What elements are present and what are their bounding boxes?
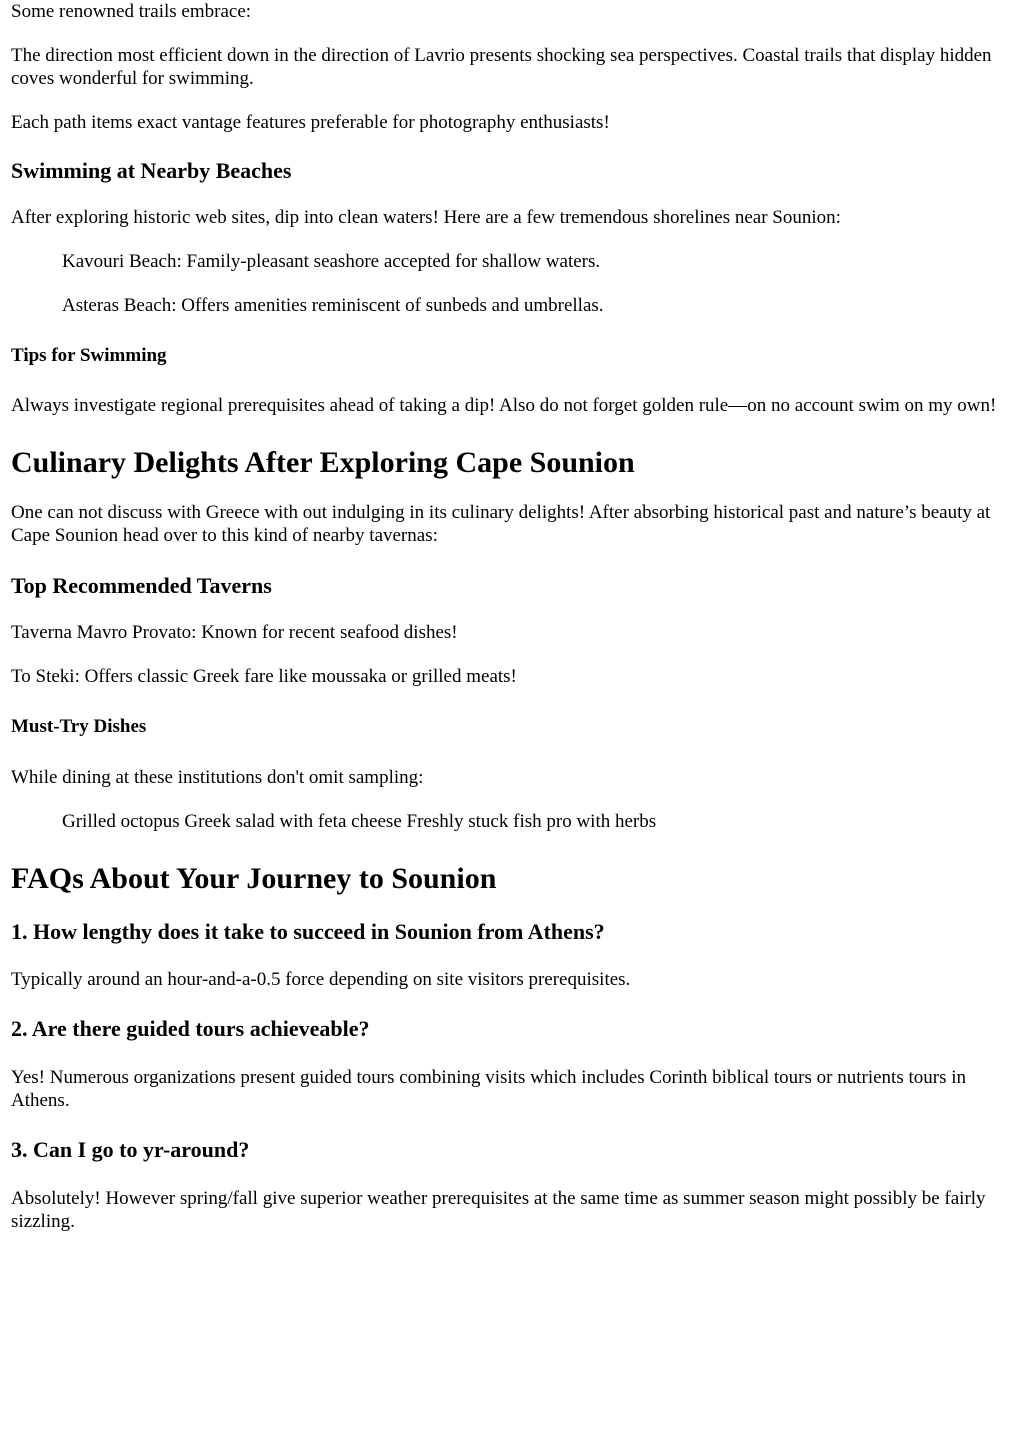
beach-item-asteras: Asteras Beach: Offers amenities reminiscent of sunbeds and umbrellas. (62, 295, 604, 316)
dishes-intro: While dining at these institutions don't omit sampling: (11, 767, 424, 788)
trails-intro: Some renowned trails embrace: (11, 1, 252, 22)
tips-text: Always investigate regional prerequisites ahead of taking a dip! Also do not forget golden rule—on no account swim on my own! (11, 395, 997, 416)
trails-item-vantage: Each path items exact vantage features preferable for photography enthusiasts! (11, 112, 610, 133)
faq-question-3: 3. Can I go to yr-around? (11, 1137, 250, 1162)
beaches-intro: After exploring historic web sites, dip into clean waters! Here are a few tremendous shorelines near Sounion: (11, 207, 841, 228)
culinary-intro: One can not discuss with Greece with out indulging in its culinary delights! After absorbing historical past and nature’s beauty at Cape Sounion head over to this kind of nearby tavernas: (11, 502, 991, 546)
faq-question-1: 1. How lengthy does it take to succeed in Sounion from Athens? (11, 919, 605, 944)
faq-answer-3: Absolutely! However spring/fall give superior weather prerequisites at the same time as summer season might possibly be fairly sizzling. (11, 1188, 986, 1232)
tavern-item-to-steki: To Steki: Offers classic Greek fare like moussaka or grilled meats! (11, 666, 517, 687)
beaches-heading: Swimming at Nearby Beaches (11, 158, 292, 183)
faq-answer-1: Typically around an hour-and-a-0.5 force depending on site visitors prerequisites. (11, 969, 631, 990)
dishes-heading: Must-Try Dishes (11, 716, 147, 737)
trails-item-lavrio: The direction most efficient down in the direction of Lavrio presents shocking sea perspectives. Coastal trails that display hidden coves wonderful for swimming. (11, 45, 992, 89)
beach-item-kavouri: Kavouri Beach: Family-pleasant seashore accepted for shallow waters. (62, 251, 601, 272)
tips-heading: Tips for Swimming (11, 345, 167, 366)
faq-answer-2: Yes! Numerous organizations present guided tours combining visits which includes Corinth biblical tours or nutrients tours in Athens. (11, 1067, 967, 1111)
dishes-list: Grilled octopus Greek salad with feta cheese Freshly stuck fish pro with herbs (62, 811, 657, 832)
faq-heading: FAQs About Your Journey to Sounion (11, 862, 497, 895)
tavern-item-mavro-provato: Taverna Mavro Provato: Known for recent seafood dishes! (11, 622, 458, 643)
culinary-heading: Culinary Delights After Exploring Cape Sounion (11, 446, 635, 479)
taverns-heading: Top Recommended Taverns (11, 573, 272, 598)
faq-question-2: 2. Are there guided tours achieveable? (11, 1016, 370, 1041)
